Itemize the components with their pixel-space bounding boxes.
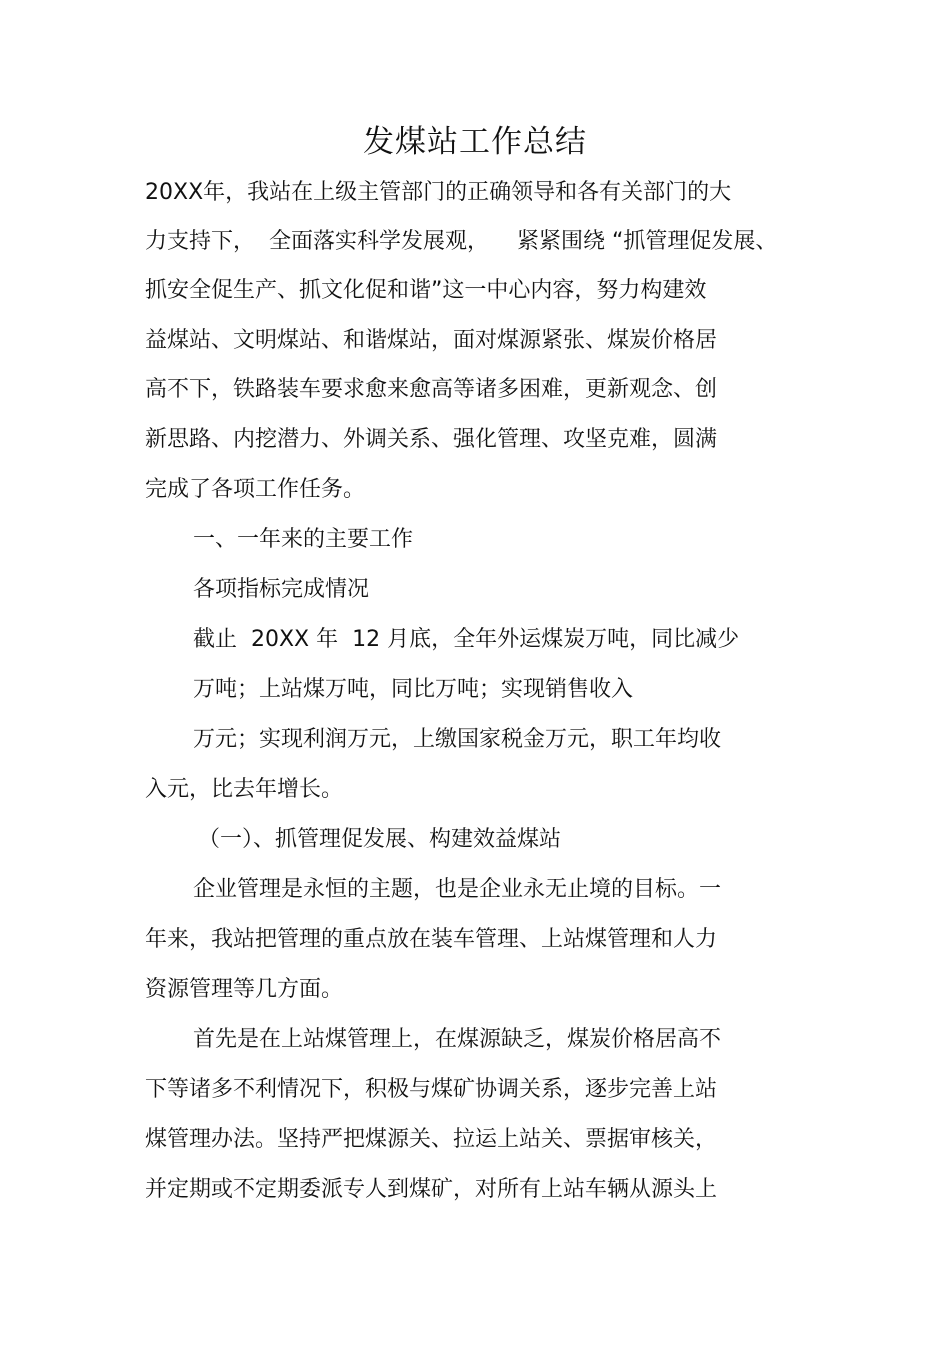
body-line: 并定期或不定期委派专人到煤矿，对所有上站车辆从源头上 <box>145 1177 718 1202</box>
document-title: 发煤站工作总结 <box>363 124 587 160</box>
body-line: 抓安全促生产、抓文化促和谐”这一中心内容，努力构建效 <box>145 278 707 303</box>
body-line: 完成了各项工作任务。 <box>145 477 366 502</box>
body-line: 首先是在上站煤管理上，在煤源缺乏，煤炭价格居高不 <box>193 1027 722 1052</box>
body-line: 20XX年，我站在上级主管部门的正确领导和各有关部门的大 <box>145 180 732 205</box>
body-line: 资源管理等几方面。 <box>145 977 344 1002</box>
body-line: 高不下，铁路装车要求愈来愈高等诸多困难，更新观念、创 <box>145 377 718 402</box>
body-line: 煤管理办法。坚持严把煤源关、拉运上站关、票据审核关， <box>145 1127 718 1152</box>
body-line: 新思路、内挖潜力、外调关系、强化管理、攻坚克难，圆满 <box>145 427 718 452</box>
section-heading: （一）、抓管理促发展、构建效益煤站 <box>198 827 562 852</box>
body-line: 力支持下， 全面落实科学发展观， 紧紧围绕 “抓管理促发展、 <box>145 229 778 254</box>
subsection-heading: 各项指标完成情况 <box>193 577 370 602</box>
body-line: 万吨；上站煤万吨，同比万吨；实现销售收入 <box>193 677 634 702</box>
body-line: 下等诸多不利情况下，积极与煤矿协调关系，逐步完善上站 <box>145 1077 718 1102</box>
body-line: 入元，比去年增长。 <box>145 777 344 802</box>
section-heading: 一、一年来的主要工作 <box>193 527 414 552</box>
body-line: 万元；实现利润万元，上缴国家税金万元，职工年均收 <box>193 727 722 752</box>
body-line: 截止 20XX 年 12 月底，全年外运煤炭万吨，同比减少 <box>193 627 740 652</box>
body-line: 企业管理是永恒的主题，也是企业永无止境的目标。一 <box>193 877 722 902</box>
body-line: 益煤站、文明煤站、和谐煤站，面对煤源紧张、煤炭价格居 <box>145 328 718 353</box>
body-line: 年来，我站把管理的重点放在装车管理、上站煤管理和人力 <box>145 927 718 952</box>
